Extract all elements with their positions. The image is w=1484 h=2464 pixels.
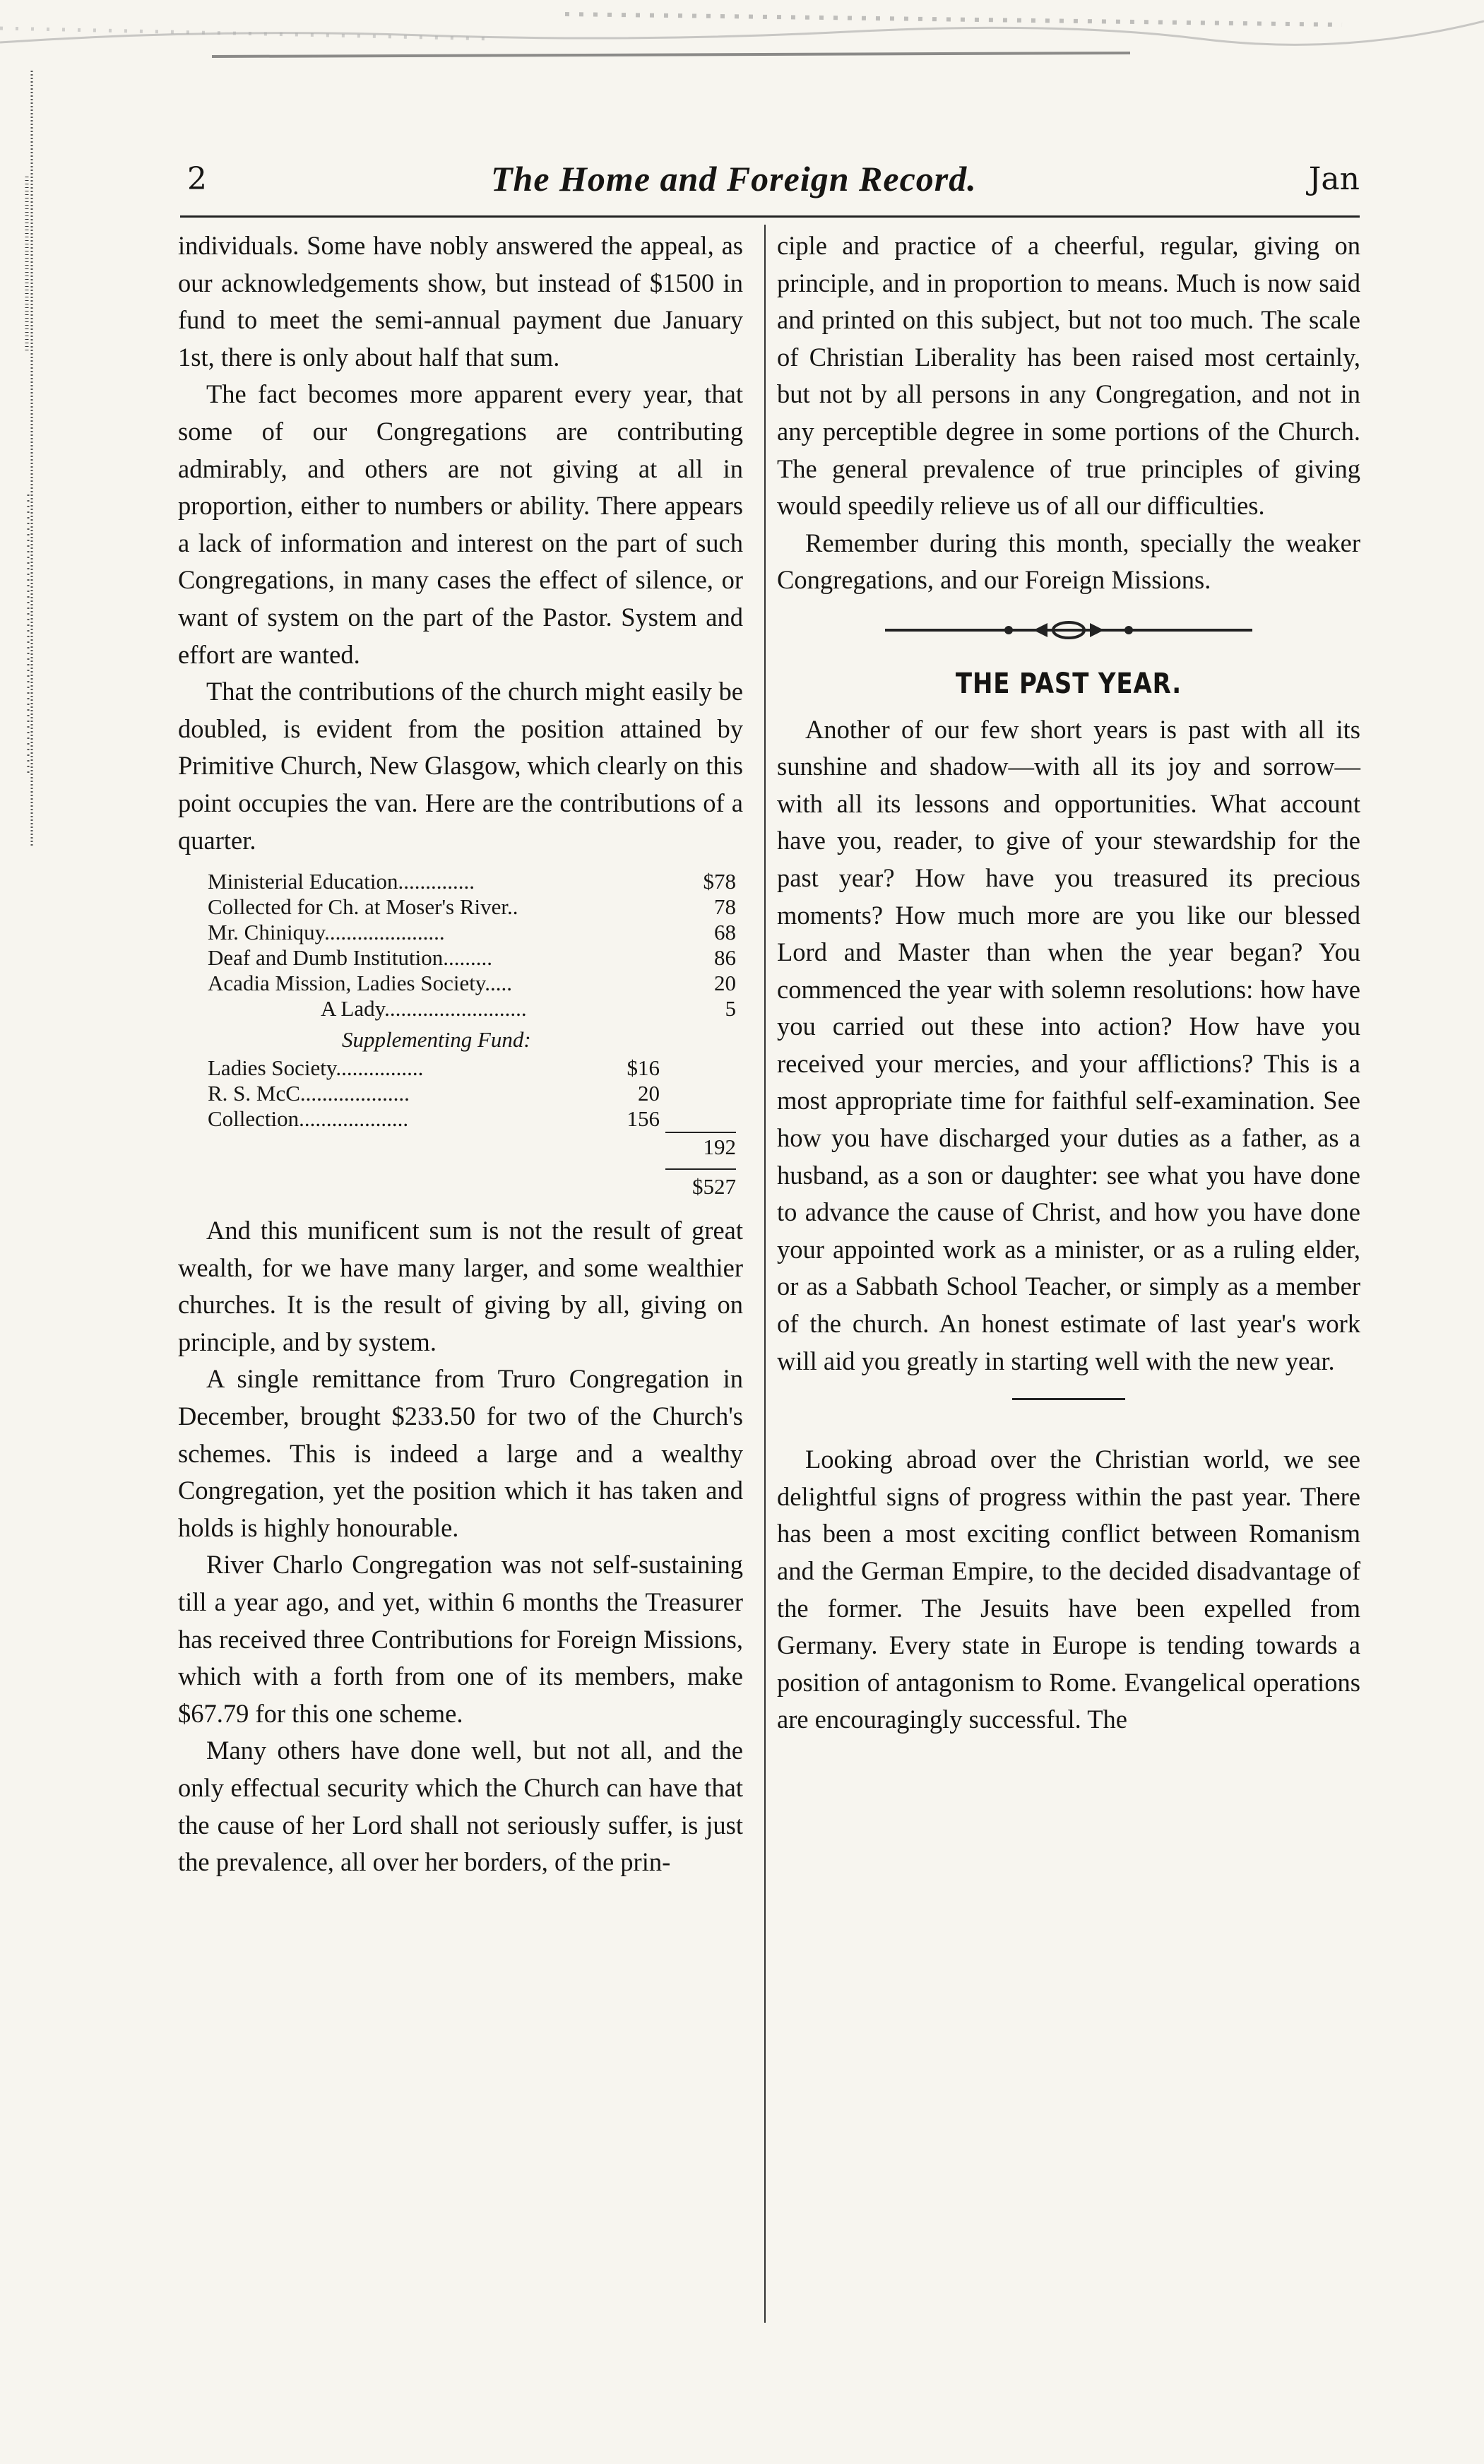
header-rule bbox=[180, 215, 1360, 218]
ornament-divider bbox=[871, 620, 1266, 640]
supplementing-row: Ladies Society................ $16 bbox=[208, 1055, 660, 1081]
scan-noise-top bbox=[0, 0, 1484, 85]
paragraph: ciple and practice of a cheerful, regular, giving on principle, and in proportion to means. Much is now said and printed on this subject, but not too much. The scale of Christian Liberality has been raised most certainly, but not by all persons in any Congregation, and not in any perceptible degree in some portions of the Church. The general prevalence of true principles of giving would speedily relieve us of all our difficulties. bbox=[777, 231, 1360, 521]
supplementing-row: Collection.................... 156 bbox=[208, 1106, 660, 1132]
column-divider bbox=[764, 225, 766, 2323]
contribution-row: Acadia Mission, Ladies Society..... 20 bbox=[208, 971, 736, 996]
paragraph: Remember during this month, specially the weaker Congregations, and our Foreign Missions. bbox=[777, 528, 1360, 595]
supplementing-row: R. S. McC.................... 20 bbox=[208, 1081, 660, 1106]
contribution-row: Mr. Chiniquy...................... 68 bbox=[208, 920, 736, 945]
contribution-row: A Lady.......................... 5 bbox=[321, 996, 736, 1021]
contribution-row: Ministerial Education.............. $78 bbox=[208, 869, 736, 894]
contributions-table bbox=[208, 869, 736, 1200]
journal-title: The Home and Foreign Record. bbox=[491, 159, 977, 199]
supplementing-total: 192 bbox=[665, 1132, 736, 1160]
page-number: 2 bbox=[187, 161, 207, 197]
paragraph: A single remittance from Truro Congregation in December, brought $233.50 for two of the Church's schemes. This is indeed a large and a wealthy Congregation, yet the position which it has taken and holds is highly honourable. bbox=[178, 1364, 743, 1542]
paragraph: That the contributions of the church might easily be doubled, is evident from the position attained by Primitive Church, New Glasgow, which clearly on this point occupies the van. Here are the contributions of a quarter. bbox=[178, 677, 743, 855]
paragraph: Many others have done well, but not all, and the only effectual security which the Church can have that the cause of her Lord shall not seriously suffer, is just the prevalence, all over her borders, of the prin- bbox=[178, 1736, 743, 1877]
contribution-row: Deaf and Dumb Institution......... 86 bbox=[208, 945, 736, 971]
paragraph: River Charlo Congregation was not self-sustaining till a year ago, and yet, within 6 months the Treasurer has received three Contributions for Foreign Missions, which with a forth from one of its members, make $67.79 for this one scheme. bbox=[178, 1550, 743, 1728]
contribution-row: Collected for Ch. at Moser's River.. 78 bbox=[208, 894, 736, 920]
paragraph: Another of our few short years is past with all its sunshine and shadow—with all its joy and sorrow—with all its lessons and opportunities. What account have you, reader, to give of your stewardship for the past year? How have you treasured its precious moments? How much more are you like our blessed Lord and Master than when the year began? You commenced the year with solemn resolutions: how have you carried out these into action? How have you received your mercies, and your afflictions? This is a most appropriate time for faithful self-examination. See how you have discharged your duties as a father, as a husband, as a son or daughter: see what you have done to advance the cause of Christ, and how you have done your appointed work as a minister, or as a ruling elder, or as a Sabbath School Teacher, or simply as a member of the church. An honest estimate of last year's work will aid you greatly in starting well with the new year. bbox=[777, 714, 1360, 1375]
binding-edge-marks bbox=[21, 71, 42, 848]
left-column bbox=[178, 227, 743, 1881]
supplementing-heading: Supplementing Fund: bbox=[342, 1027, 531, 1053]
header-month: Jan bbox=[1308, 161, 1360, 197]
paragraph: Looking abroad over the Christian world, we see delightful signs of progress within the past year. There has been a most exciting conflict between Romanism and the German Empire, to the decided disadvantage of the former. The Jesuits have been expelled from Germany. Every state in Europe is tending towards a position of antagonism to Rome. Evangelical operations are encouragingly successful. The bbox=[777, 1445, 1360, 1734]
page-header bbox=[187, 157, 1360, 206]
right-column bbox=[777, 227, 1360, 1739]
grand-total: $527 bbox=[665, 1168, 736, 1200]
section-heading: THE PAST YEAR. bbox=[955, 667, 1182, 700]
paragraph: And this munificent sum is not the result of great wealth, for we have many larger, and some wealthier churches. It is the result of giving by all, giving on principle, and by system. bbox=[178, 1216, 743, 1356]
paragraph: individuals. Some have nobly answered the appeal, as our acknowledgements show, but instead of $1500 in fund to meet the semi-annual payment due January 1st, there is only about half that sum. bbox=[178, 231, 743, 372]
short-rule bbox=[1012, 1398, 1125, 1400]
paragraph: The fact becomes more apparent every year, that some of our Congregations are contributing admirably, and others are not giving at all in proportion, either to numbers or ability. There appears a lack of information and interest on the part of such Congregations, in many cases the effect of silence, or want of system on the part of the Pastor. System and effort are wanted. bbox=[178, 379, 743, 669]
supplementing-list bbox=[208, 1055, 660, 1132]
